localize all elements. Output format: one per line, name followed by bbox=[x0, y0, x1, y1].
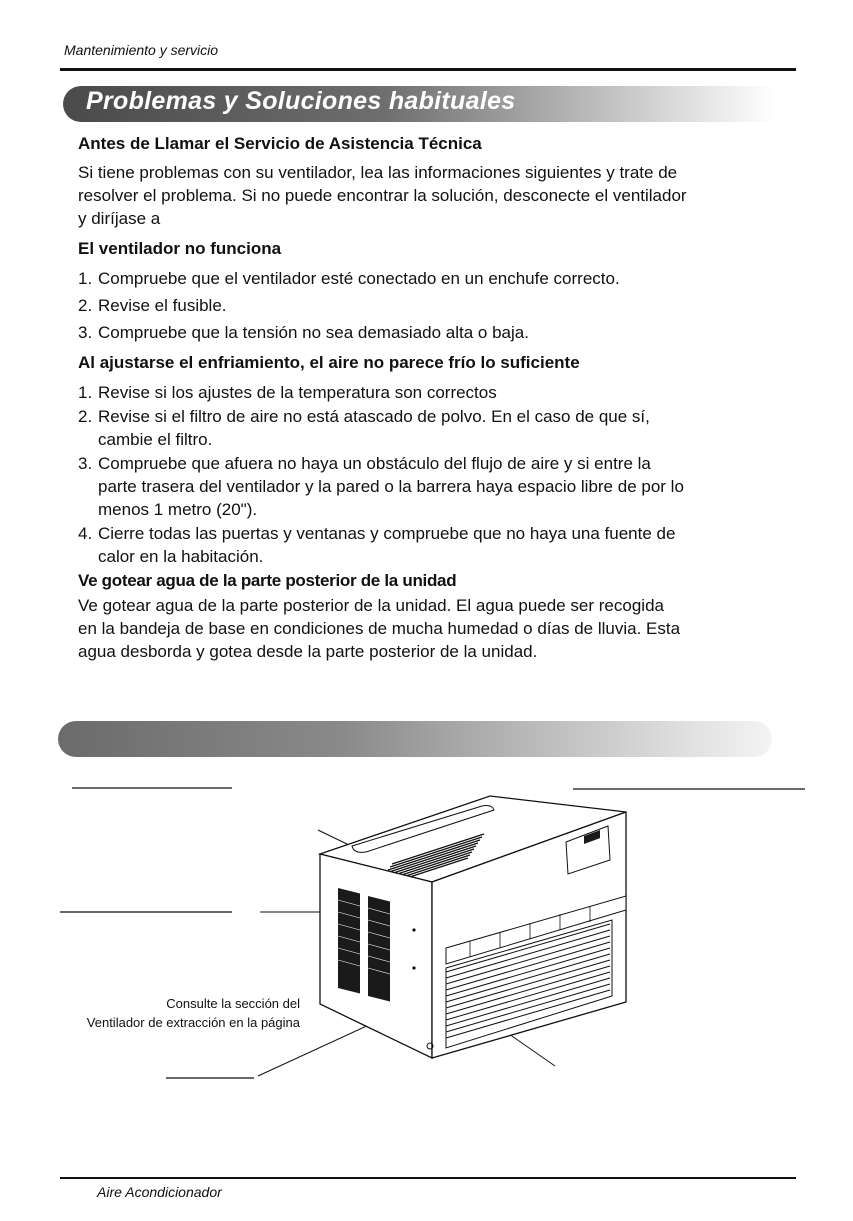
caption-line: Consulte la sección del bbox=[166, 996, 300, 1011]
item-number: 2. bbox=[78, 296, 93, 315]
paragraph-line: Ve gotear agua de la parte posterior de la unidad. El agua puede ser recogida bbox=[78, 596, 664, 615]
problem-list bbox=[78, 381, 800, 568]
cabinet-screw bbox=[412, 966, 415, 969]
caption-line: Ventilador de extracción en la página bbox=[86, 1015, 300, 1030]
list-item bbox=[78, 405, 800, 451]
problem-heading: El ventilador no funciona bbox=[78, 239, 282, 258]
item-number: 4. bbox=[78, 524, 93, 543]
list-item bbox=[78, 267, 800, 290]
item-text: Revise si los ajustes de la temperatura son correctos bbox=[98, 383, 497, 402]
paragraph-line: en la bandeja de base en condiciones de mucha humedad o días de lluvia. Esta bbox=[78, 619, 681, 638]
list-item bbox=[78, 452, 800, 521]
list-item bbox=[78, 321, 800, 344]
item-text: Compruebe que la tensión no sea demasiado alta o baja. bbox=[98, 323, 529, 342]
item-text-line: cambie el filtro. bbox=[98, 430, 213, 449]
air-conditioner-diagram bbox=[0, 760, 853, 1100]
problem-heading: Al ajustarse el enfriamiento, el aire no parece frío lo suficiente bbox=[78, 353, 580, 372]
intro-line: y diríjase a bbox=[78, 209, 161, 228]
item-text-line: Cierre todas las puertas y ventanas y compruebe que no haya una fuente de bbox=[98, 524, 676, 543]
item-text: Compruebe que el ventilador esté conectado en un enchufe correcto. bbox=[98, 269, 620, 288]
item-text-line: calor en la habitación. bbox=[98, 547, 264, 566]
item-text-line: Revise si el filtro de aire no está atascado de polvo. En el caso de que sí, bbox=[98, 407, 650, 426]
side-louver-panel bbox=[368, 896, 390, 1001]
header-rule bbox=[60, 68, 796, 71]
item-text-line: Compruebe que afuera no haya un obstáculo del flujo de aire y si entre la bbox=[98, 454, 651, 473]
paragraph-line: agua desborda y gotea desde la parte posterior de la unidad. bbox=[78, 642, 538, 661]
intro-heading: Antes de Llamar el Servicio de Asistencia Técnica bbox=[78, 134, 482, 153]
item-number: 1. bbox=[78, 383, 93, 402]
diagram-caption bbox=[50, 994, 300, 1032]
item-text: Revise el fusible. bbox=[98, 296, 227, 315]
side-louver-panel bbox=[338, 888, 360, 993]
troubleshooting-content bbox=[78, 134, 800, 663]
item-number: 3. bbox=[78, 323, 93, 342]
problem-heading: Ve gotear agua de la parte posterior de la unidad bbox=[78, 571, 457, 590]
item-text-line: menos 1 metro (20"). bbox=[98, 500, 258, 519]
intro-line: Si tiene problemas con su ventilador, lea las informaciones siguientes y trate de bbox=[78, 163, 678, 182]
item-number: 3. bbox=[78, 454, 93, 473]
list-item bbox=[78, 381, 800, 404]
item-text-line: parte trasera del ventilador y la pared o la barrera haya espacio libre de por lo bbox=[98, 477, 684, 496]
footer-rule bbox=[60, 1177, 796, 1179]
list-item bbox=[78, 522, 800, 568]
problem-list bbox=[78, 267, 800, 344]
section-banner-blank bbox=[58, 721, 772, 757]
cabinet-screw bbox=[412, 928, 415, 931]
intro-line: resolver el problema. Si no puede encontrar la solución, desconecte el ventilador bbox=[78, 186, 687, 205]
page-footer-label: Aire Acondicionador bbox=[97, 1184, 222, 1200]
item-number: 1. bbox=[78, 269, 93, 288]
list-item bbox=[78, 294, 800, 317]
section-title: Problemas y Soluciones habituales bbox=[86, 87, 516, 115]
page-header-label: Mantenimiento y servicio bbox=[64, 42, 219, 58]
item-number: 2. bbox=[78, 407, 93, 426]
